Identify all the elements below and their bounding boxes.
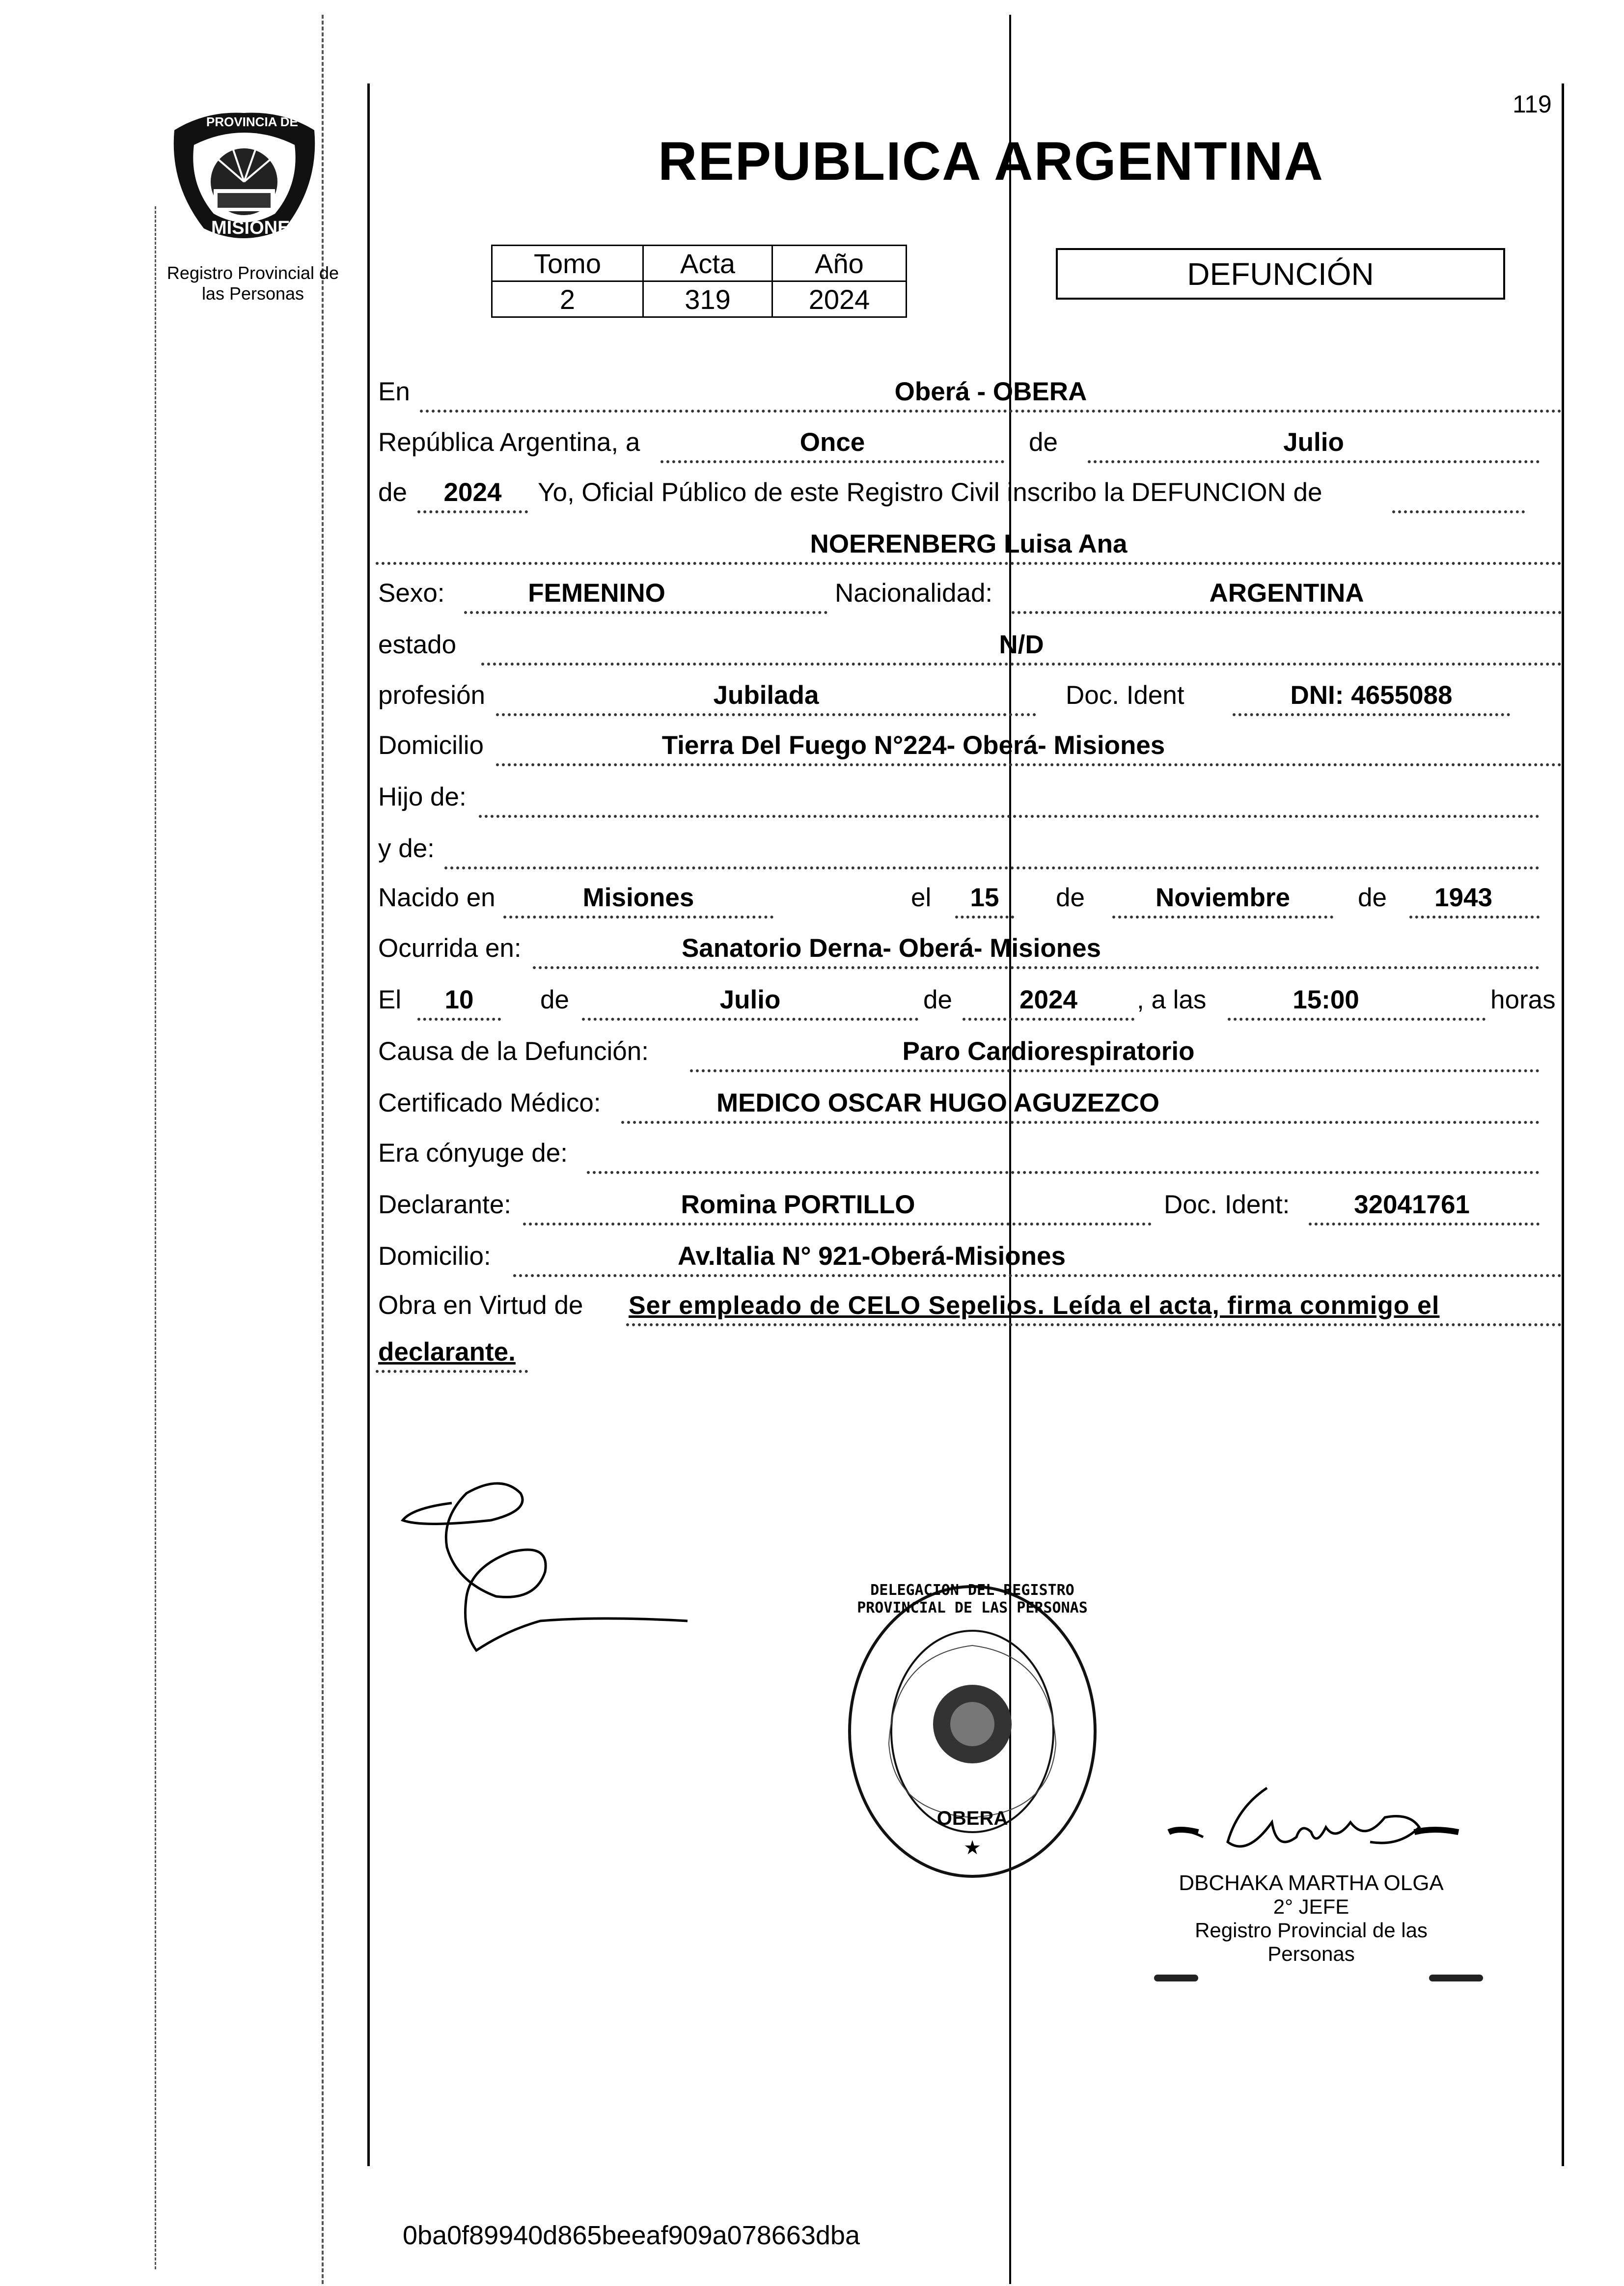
label-en: En: [378, 377, 410, 406]
field-hijo-de: [479, 779, 1540, 818]
value-def-dia: 10: [444, 985, 474, 1014]
label-certificado: Certificado Médico:: [378, 1088, 601, 1117]
official-office: Registro Provincial de las Personas: [1195, 1919, 1428, 1965]
page-number: 119: [1513, 90, 1552, 118]
label-profesion: profesión: [378, 681, 486, 710]
label-el: el: [911, 883, 932, 912]
row-obra: [376, 1277, 1564, 1326]
value-profesion: Jubilada: [713, 681, 819, 710]
label-obra: Obra en Virtud de: [378, 1291, 583, 1320]
row-fecha-defuncion: [376, 972, 1564, 1021]
value-anio: 2024: [443, 478, 502, 507]
row-fecha: [376, 414, 1564, 463]
row-conyuge: [376, 1125, 1564, 1174]
header-tomo: Tomo: [492, 246, 643, 281]
header-acta: Acta: [643, 246, 772, 281]
record-type-box: [1056, 248, 1505, 300]
registry-table: [491, 245, 907, 318]
label-conyuge: Era cónyuge de:: [378, 1139, 568, 1168]
label-nacido-en: Nacido en: [378, 883, 495, 912]
value-sexo: FEMENINO: [528, 579, 665, 608]
row-y-de: [376, 820, 1564, 869]
official-signature: [1154, 1758, 1473, 1876]
header-anio: Año: [772, 246, 907, 281]
row-domicilio: [376, 717, 1564, 766]
value-anio: 2024: [772, 281, 907, 317]
label-nacionalidad: Nacionalidad:: [835, 579, 993, 608]
value-en: Oberá - OBERA: [894, 377, 1087, 406]
logo-text-bottom: MISIONES: [211, 218, 303, 238]
value-obra-line1: Ser empleado de CELO Sepelios. Leída el acta, firma conmigo el: [629, 1291, 1440, 1320]
value-nacido-anio: 1943: [1434, 883, 1492, 912]
label-horas: horas: [1490, 985, 1556, 1014]
value-tomo: 2: [492, 281, 643, 317]
label-hijo-de: Hijo de:: [378, 782, 467, 811]
row-en: [376, 363, 1564, 413]
label-nacido-de2: de: [1358, 883, 1387, 912]
field-y-de: [444, 830, 1540, 869]
value-causa: Paro Cardiorespiratorio: [902, 1037, 1195, 1066]
row-hijo-de: [376, 769, 1564, 818]
official-name: DBCHAKA MARTHA OLGA: [1179, 1871, 1444, 1895]
logo-caption-line1: Registro Provincial de: [166, 263, 339, 283]
value-def-anio: 2024: [1019, 985, 1077, 1014]
field-defuncion-de: [1392, 474, 1525, 513]
value-def-mes: Julio: [719, 985, 781, 1014]
value-hora: 15:00: [1293, 985, 1359, 1014]
text-inscribo: Yo, Oficial Público de este Registro Civil inscribo la DEFUNCION de: [538, 478, 1322, 507]
province-logo: [160, 101, 329, 251]
value-nacido-lugar: Misiones: [582, 883, 694, 912]
row-estado: [376, 616, 1564, 666]
ink-mark-right: [1429, 1975, 1483, 1981]
label-y-de: y de:: [378, 834, 435, 863]
value-doc-ident: DNI: 4655088: [1290, 681, 1453, 710]
value-acta: 319: [643, 281, 772, 317]
logo-text-top: PROVINCIA DE: [206, 114, 298, 129]
value-decl-doc: 32041761: [1354, 1190, 1470, 1219]
label-de-anio: de: [378, 478, 407, 507]
row-nacido: [376, 869, 1564, 919]
label-doc-ident: Doc. Ident: [1066, 681, 1184, 710]
row-obra-cont: [376, 1324, 572, 1373]
row-ocurrida: [376, 920, 1564, 969]
value-nacionalidad: ARGENTINA: [1209, 579, 1364, 608]
document-hash: 0ba0f89940d865beeaf909a078663dba: [403, 2221, 860, 2250]
label-declarante: Declarante:: [378, 1190, 512, 1219]
label-decl-doc: Doc. Ident:: [1164, 1190, 1290, 1219]
value-domicilio: Tierra Del Fuego N°224- Oberá- Misiones: [661, 731, 1165, 760]
stamp-ring-text: DELEGACION DEL REGISTRO PROVINCIAL DE LAS PERSONAS: [857, 1582, 1088, 1617]
record-type: DEFUNCIÓN: [1187, 256, 1374, 292]
label-domicilio-decl: Domicilio:: [378, 1242, 491, 1271]
label-de-mes: de: [1029, 428, 1058, 457]
stamp-city: OBERA: [936, 1808, 1008, 1829]
label-domicilio: Domicilio: [378, 731, 484, 760]
logo-caption: [138, 263, 368, 304]
value-domicilio-decl: Av.Italia N° 921-Oberá-Misiones: [678, 1242, 1066, 1271]
label-nacido-de1: de: [1056, 883, 1085, 912]
value-certificado: MEDICO OSCAR HUGO AGUZEZCO: [716, 1088, 1159, 1117]
value-ocurrida: Sanatorio Derna- Oberá- Misiones: [681, 934, 1101, 963]
label-republica: República Argentina, a: [378, 428, 640, 457]
row-sexo: [376, 565, 1564, 614]
row-declarante: [376, 1176, 1564, 1226]
label-estado: estado: [378, 630, 457, 659]
value-nombre: NOERENBERG Luisa Ana: [810, 530, 1128, 558]
value-nacido-mes: Noviembre: [1156, 883, 1290, 912]
row-domicilio-declarante: [376, 1228, 1564, 1277]
row-certificado: [376, 1075, 1564, 1124]
label-sexo: Sexo:: [378, 579, 445, 608]
value-nacido-dia: 15: [970, 883, 999, 912]
row-profesion: [376, 667, 1564, 716]
label-ocurrida: Ocurrida en:: [378, 934, 522, 963]
label-a-las: , a las: [1137, 985, 1207, 1014]
page-title: REPUBLICA ARGENTINA: [658, 131, 1324, 192]
row-causa: [376, 1023, 1564, 1072]
label-def-de2: de: [923, 985, 952, 1014]
value-declarante: Romina PORTILLO: [681, 1190, 915, 1219]
field-conyuge: [587, 1135, 1540, 1174]
value-obra-line2: declarante.: [378, 1338, 516, 1366]
value-dia: Once: [799, 428, 865, 457]
ink-mark-left: [1154, 1975, 1198, 1981]
left-margin-dashed-rule: [322, 15, 324, 2284]
row-anio: [376, 464, 1564, 513]
form-left-border: [367, 84, 370, 2166]
row-nombre: [376, 516, 1564, 565]
label-el-fecha: El: [378, 985, 402, 1014]
official-block: [1152, 1871, 1471, 1966]
value-estado: N/D: [999, 630, 1044, 659]
outer-left-dashed-rule: [155, 206, 156, 2269]
official-stamp: [845, 1582, 1100, 1881]
official-role: 2° JEFE: [1273, 1895, 1349, 1918]
svg-text:★: ★: [963, 1837, 981, 1859]
label-def-de1: de: [540, 985, 569, 1014]
declarant-signature: [393, 1474, 712, 1685]
logo-caption-line2: las Personas: [201, 283, 304, 304]
value-mes: Julio: [1283, 428, 1344, 457]
label-causa: Causa de la Defunción:: [378, 1037, 649, 1066]
